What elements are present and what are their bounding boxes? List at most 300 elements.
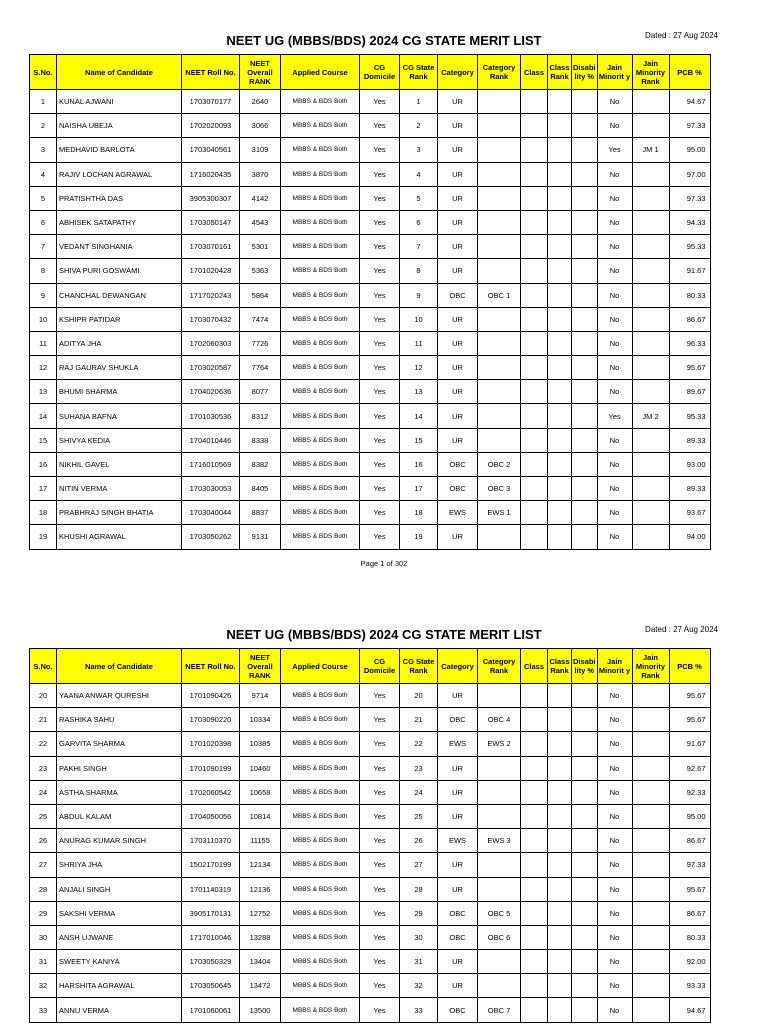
cell-overall-rank: 3066 xyxy=(240,114,281,138)
cell-candidate-name: NITIN VERMA xyxy=(57,477,182,501)
cell-class xyxy=(521,780,548,804)
table-row xyxy=(30,853,711,877)
cell-disability xyxy=(572,404,598,428)
cell-jain-minority-rank xyxy=(632,477,669,501)
cell-sno: 20 xyxy=(30,684,57,708)
table-body xyxy=(30,684,711,1023)
cell-cg-domicile: Yes xyxy=(360,162,400,186)
header-candidate-name: Name of Candidate xyxy=(57,55,182,90)
cell-jain-minority: No xyxy=(597,804,632,828)
header-sno: S.No. xyxy=(30,649,57,684)
cell-state-rank: 26 xyxy=(400,829,438,853)
cell-jain-minority: Yes xyxy=(597,404,632,428)
cell-category: UR xyxy=(438,210,478,234)
cell-class-rank xyxy=(548,684,572,708)
cell-category-rank: OBC 1 xyxy=(478,283,521,307)
cell-overall-rank: 5301 xyxy=(240,235,281,259)
cell-sno: 21 xyxy=(30,708,57,732)
cell-state-rank: 27 xyxy=(400,853,438,877)
cell-jain-minority-rank xyxy=(632,708,669,732)
cell-category: OBC xyxy=(438,901,478,925)
cell-cg-domicile: Yes xyxy=(360,804,400,828)
cell-disability xyxy=(572,283,598,307)
cell-category-rank xyxy=(478,186,521,210)
cell-category: UR xyxy=(438,162,478,186)
cell-candidate-name: ANURAG KUMAR SINGH xyxy=(57,829,182,853)
cell-pcb-percent: 91.67 xyxy=(669,732,710,756)
cell-roll-no: 1716020435 xyxy=(182,162,240,186)
cell-pcb-percent: 95.33 xyxy=(669,235,710,259)
table-row xyxy=(30,501,711,525)
cell-category-rank: OBC 6 xyxy=(478,925,521,949)
cell-candidate-name: ASTHA SHARMA xyxy=(57,780,182,804)
cell-cg-domicile: Yes xyxy=(360,684,400,708)
cell-category-rank xyxy=(478,259,521,283)
cell-cg-domicile: Yes xyxy=(360,853,400,877)
cell-candidate-name: KSHIPR PATIDAR xyxy=(57,307,182,331)
cell-candidate-name: KHUSHI AGRAWAL xyxy=(57,525,182,549)
cell-disability xyxy=(572,804,598,828)
dated-label: Dated : 27 Aug 2024 xyxy=(645,625,718,634)
cell-cg-domicile: Yes xyxy=(360,901,400,925)
cell-category-rank xyxy=(478,235,521,259)
cell-roll-no: 1703050645 xyxy=(182,974,240,998)
cell-candidate-name: ABDUL KALAM xyxy=(57,804,182,828)
cell-jain-minority: No xyxy=(597,756,632,780)
cell-state-rank: 1 xyxy=(400,90,438,114)
cell-pcb-percent: 97.33 xyxy=(669,114,710,138)
cell-class xyxy=(521,235,548,259)
cell-disability xyxy=(572,90,598,114)
cell-applied-course: MBBS & BDS Both xyxy=(281,974,360,998)
cell-class-rank xyxy=(548,259,572,283)
cell-roll-no: 1701060061 xyxy=(182,998,240,1022)
cell-jain-minority: No xyxy=(597,950,632,974)
cell-jain-minority-rank xyxy=(632,428,669,452)
cell-candidate-name: SHIVYA KEDIA xyxy=(57,428,182,452)
cell-roll-no: 1703040561 xyxy=(182,138,240,162)
header-pcb-percent: PCB % xyxy=(669,649,710,684)
cell-jain-minority: No xyxy=(597,501,632,525)
cell-roll-no: 3905300307 xyxy=(182,186,240,210)
cell-jain-minority: No xyxy=(597,235,632,259)
cell-class xyxy=(521,114,548,138)
cell-state-rank: 13 xyxy=(400,380,438,404)
cell-disability xyxy=(572,452,598,476)
cell-applied-course: MBBS & BDS Both xyxy=(281,804,360,828)
cell-disability xyxy=(572,950,598,974)
cell-jain-minority-rank xyxy=(632,283,669,307)
cell-disability xyxy=(572,162,598,186)
cell-class-rank xyxy=(548,452,572,476)
table-row xyxy=(30,974,711,998)
cell-category: OBC xyxy=(438,452,478,476)
table-row xyxy=(30,525,711,549)
cell-class-rank xyxy=(548,428,572,452)
table-row xyxy=(30,356,711,380)
cell-applied-course: MBBS & BDS Both xyxy=(281,210,360,234)
cell-roll-no: 1702060542 xyxy=(182,780,240,804)
cell-jain-minority-rank: JM 2 xyxy=(632,404,669,428)
cell-jain-minority: Yes xyxy=(597,138,632,162)
cell-pcb-percent: 89.67 xyxy=(669,380,710,404)
cell-sno: 17 xyxy=(30,477,57,501)
cell-sno: 9 xyxy=(30,283,57,307)
cell-roll-no: 1703020587 xyxy=(182,356,240,380)
cell-category: OBC xyxy=(438,477,478,501)
table-row xyxy=(30,90,711,114)
cell-state-rank: 20 xyxy=(400,684,438,708)
cell-jain-minority-rank xyxy=(632,501,669,525)
cell-overall-rank: 8077 xyxy=(240,380,281,404)
table-row xyxy=(30,877,711,901)
cell-applied-course: MBBS & BDS Both xyxy=(281,138,360,162)
cell-disability xyxy=(572,998,598,1022)
cell-category: OBC xyxy=(438,998,478,1022)
cell-jain-minority: No xyxy=(597,974,632,998)
cell-jain-minority: No xyxy=(597,210,632,234)
cell-class xyxy=(521,452,548,476)
cell-category-rank xyxy=(478,307,521,331)
cell-cg-domicile: Yes xyxy=(360,877,400,901)
cell-cg-domicile: Yes xyxy=(360,477,400,501)
cell-pcb-percent: 92.67 xyxy=(669,756,710,780)
cell-cg-domicile: Yes xyxy=(360,404,400,428)
cell-pcb-percent: 86.67 xyxy=(669,307,710,331)
cell-pcb-percent: 97.00 xyxy=(669,162,710,186)
cell-class-rank xyxy=(548,732,572,756)
cell-jain-minority: No xyxy=(597,162,632,186)
cell-applied-course: MBBS & BDS Both xyxy=(281,780,360,804)
header-jain-minority: Jain Minorit y xyxy=(597,55,632,90)
cell-class xyxy=(521,501,548,525)
cell-class xyxy=(521,804,548,828)
cell-applied-course: MBBS & BDS Both xyxy=(281,829,360,853)
cell-jain-minority: No xyxy=(597,90,632,114)
cell-jain-minority: No xyxy=(597,684,632,708)
cell-jain-minority-rank xyxy=(632,804,669,828)
cell-category-rank xyxy=(478,90,521,114)
cell-disability xyxy=(572,356,598,380)
cell-category: UR xyxy=(438,331,478,355)
cell-roll-no: 1703070432 xyxy=(182,307,240,331)
cell-pcb-percent: 95.00 xyxy=(669,804,710,828)
cell-class-rank xyxy=(548,307,572,331)
cell-class xyxy=(521,428,548,452)
cell-roll-no: 1502170199 xyxy=(182,853,240,877)
cell-class-rank xyxy=(548,501,572,525)
cell-state-rank: 3 xyxy=(400,138,438,162)
cell-pcb-percent: 93.33 xyxy=(669,974,710,998)
cell-class xyxy=(521,950,548,974)
cell-cg-domicile: Yes xyxy=(360,186,400,210)
merit-table xyxy=(29,648,711,1023)
cell-sno: 18 xyxy=(30,501,57,525)
cell-roll-no: 1717020243 xyxy=(182,283,240,307)
cell-category-rank: OBC 4 xyxy=(478,708,521,732)
cell-pcb-percent: 92.00 xyxy=(669,950,710,974)
header-pcb-percent: PCB % xyxy=(669,55,710,90)
cell-overall-rank: 12136 xyxy=(240,877,281,901)
cell-disability xyxy=(572,331,598,355)
cell-sno: 26 xyxy=(30,829,57,853)
cell-candidate-name: SHRIYA JHA xyxy=(57,853,182,877)
cell-category-rank xyxy=(478,138,521,162)
table-row xyxy=(30,998,711,1022)
cell-state-rank: 17 xyxy=(400,477,438,501)
cell-category: UR xyxy=(438,950,478,974)
cell-disability xyxy=(572,259,598,283)
table-row xyxy=(30,114,711,138)
cell-pcb-percent: 86.67 xyxy=(669,901,710,925)
cell-category-rank: EWS 3 xyxy=(478,829,521,853)
cell-state-rank: 14 xyxy=(400,404,438,428)
table-row xyxy=(30,708,711,732)
cell-category: UR xyxy=(438,235,478,259)
cell-class-rank xyxy=(548,853,572,877)
cell-overall-rank: 10334 xyxy=(240,708,281,732)
cell-state-rank: 15 xyxy=(400,428,438,452)
cell-category: OBC xyxy=(438,708,478,732)
cell-category-rank xyxy=(478,684,521,708)
cell-jain-minority-rank xyxy=(632,925,669,949)
cell-disability xyxy=(572,138,598,162)
cell-jain-minority-rank xyxy=(632,525,669,549)
cell-disability xyxy=(572,501,598,525)
cell-cg-domicile: Yes xyxy=(360,925,400,949)
header-class-rank: Class Rank xyxy=(548,649,572,684)
cell-candidate-name: SHIVA PURI GOSWAMI xyxy=(57,259,182,283)
table-row xyxy=(30,829,711,853)
cell-applied-course: MBBS & BDS Both xyxy=(281,307,360,331)
header-cg-domicile: CG Domicile xyxy=(360,55,400,90)
cell-overall-rank: 13404 xyxy=(240,950,281,974)
cell-candidate-name: ANNU VERMA xyxy=(57,998,182,1022)
cell-category: UR xyxy=(438,804,478,828)
cell-class xyxy=(521,90,548,114)
header-roll-no: NEET Roll No. xyxy=(182,649,240,684)
cell-sno: 7 xyxy=(30,235,57,259)
cell-state-rank: 23 xyxy=(400,756,438,780)
header-category-rank: Category Rank xyxy=(478,649,521,684)
cell-pcb-percent: 95.67 xyxy=(669,708,710,732)
header-applied-course: Applied Course xyxy=(281,55,360,90)
cell-candidate-name: MEDHAVID BARLOTA xyxy=(57,138,182,162)
cell-category: UR xyxy=(438,114,478,138)
table-row xyxy=(30,732,711,756)
cell-roll-no: 1702060303 xyxy=(182,331,240,355)
cell-cg-domicile: Yes xyxy=(360,114,400,138)
table-row xyxy=(30,901,711,925)
table-row xyxy=(30,331,711,355)
cell-class xyxy=(521,356,548,380)
table-header-row xyxy=(30,55,711,90)
cell-overall-rank: 12134 xyxy=(240,853,281,877)
cell-category: EWS xyxy=(438,829,478,853)
cell-cg-domicile: Yes xyxy=(360,235,400,259)
cell-overall-rank: 11155 xyxy=(240,829,281,853)
cell-class-rank xyxy=(548,331,572,355)
cell-applied-course: MBBS & BDS Both xyxy=(281,404,360,428)
cell-candidate-name: NIKHIL GAVEL xyxy=(57,452,182,476)
cell-jain-minority-rank xyxy=(632,210,669,234)
cell-pcb-percent: 94.67 xyxy=(669,998,710,1022)
cell-overall-rank: 10460 xyxy=(240,756,281,780)
cell-overall-rank: 10814 xyxy=(240,804,281,828)
cell-candidate-name: BHUMI SHARMA xyxy=(57,380,182,404)
cell-applied-course: MBBS & BDS Both xyxy=(281,684,360,708)
cell-cg-domicile: Yes xyxy=(360,525,400,549)
cell-jain-minority: No xyxy=(597,525,632,549)
cell-jain-minority-rank xyxy=(632,829,669,853)
cell-pcb-percent: 80.33 xyxy=(669,925,710,949)
cell-jain-minority: No xyxy=(597,356,632,380)
cell-class xyxy=(521,477,548,501)
cell-jain-minority-rank xyxy=(632,259,669,283)
cell-class xyxy=(521,756,548,780)
cell-category-rank xyxy=(478,114,521,138)
table-row xyxy=(30,428,711,452)
cell-jain-minority: No xyxy=(597,331,632,355)
cell-roll-no: 1704020636 xyxy=(182,380,240,404)
cell-candidate-name: PRABHRAJ SINGH BHATIA xyxy=(57,501,182,525)
cell-candidate-name: RASHIKA SAHU xyxy=(57,708,182,732)
cell-cg-domicile: Yes xyxy=(360,950,400,974)
cell-state-rank: 24 xyxy=(400,780,438,804)
cell-jain-minority-rank xyxy=(632,950,669,974)
header-applied-course: Applied Course xyxy=(281,649,360,684)
cell-pcb-percent: 91.67 xyxy=(669,259,710,283)
cell-overall-rank: 5864 xyxy=(240,283,281,307)
header-roll-no: NEET Roll No. xyxy=(182,55,240,90)
cell-applied-course: MBBS & BDS Both xyxy=(281,877,360,901)
cell-pcb-percent: 94.33 xyxy=(669,210,710,234)
cell-candidate-name: ABHISEK SATAPATHY xyxy=(57,210,182,234)
cell-jain-minority: No xyxy=(597,925,632,949)
cell-pcb-percent: 94.00 xyxy=(669,525,710,549)
cell-jain-minority-rank xyxy=(632,90,669,114)
cell-category: UR xyxy=(438,853,478,877)
cell-category: OBC xyxy=(438,925,478,949)
cell-class xyxy=(521,186,548,210)
cell-disability xyxy=(572,235,598,259)
cell-applied-course: MBBS & BDS Both xyxy=(281,950,360,974)
cell-applied-course: MBBS & BDS Both xyxy=(281,186,360,210)
cell-sno: 27 xyxy=(30,853,57,877)
cell-pcb-percent: 96.33 xyxy=(669,331,710,355)
cell-jain-minority-rank xyxy=(632,853,669,877)
cell-state-rank: 33 xyxy=(400,998,438,1022)
cell-state-rank: 31 xyxy=(400,950,438,974)
table-header-row xyxy=(30,649,711,684)
cell-candidate-name: VEDANT SINGHANIA xyxy=(57,235,182,259)
cell-class xyxy=(521,877,548,901)
cell-class-rank xyxy=(548,525,572,549)
cell-disability xyxy=(572,756,598,780)
cell-class-rank xyxy=(548,186,572,210)
cell-jain-minority-rank xyxy=(632,998,669,1022)
cell-applied-course: MBBS & BDS Both xyxy=(281,380,360,404)
cell-class-rank xyxy=(548,210,572,234)
cell-class xyxy=(521,925,548,949)
cell-candidate-name: RAJ GAURAV SHUKLA xyxy=(57,356,182,380)
cell-overall-rank: 8837 xyxy=(240,501,281,525)
cell-state-rank: 29 xyxy=(400,901,438,925)
cell-category-rank xyxy=(478,331,521,355)
table-row xyxy=(30,404,711,428)
cell-jain-minority-rank xyxy=(632,114,669,138)
cell-sno: 33 xyxy=(30,998,57,1022)
table-row xyxy=(30,756,711,780)
header-state-rank: CG State Rank xyxy=(400,649,438,684)
cell-class xyxy=(521,259,548,283)
cell-category-rank: EWS 1 xyxy=(478,501,521,525)
cell-pcb-percent: 92.33 xyxy=(669,780,710,804)
cell-overall-rank: 7474 xyxy=(240,307,281,331)
cell-roll-no: 3905170131 xyxy=(182,901,240,925)
cell-class-rank xyxy=(548,404,572,428)
cell-cg-domicile: Yes xyxy=(360,829,400,853)
cell-category-rank xyxy=(478,380,521,404)
cell-overall-rank: 9131 xyxy=(240,525,281,549)
cell-category: UR xyxy=(438,138,478,162)
cell-pcb-percent: 93.00 xyxy=(669,452,710,476)
cell-category: UR xyxy=(438,756,478,780)
cell-jain-minority: No xyxy=(597,380,632,404)
cell-cg-domicile: Yes xyxy=(360,331,400,355)
header-disability: Disabi lity % xyxy=(572,649,598,684)
cell-disability xyxy=(572,925,598,949)
cell-class xyxy=(521,162,548,186)
cell-applied-course: MBBS & BDS Both xyxy=(281,501,360,525)
cell-category: UR xyxy=(438,307,478,331)
cell-class xyxy=(521,380,548,404)
cell-cg-domicile: Yes xyxy=(360,428,400,452)
cell-disability xyxy=(572,829,598,853)
cell-roll-no: 1701090426 xyxy=(182,684,240,708)
cell-candidate-name: HARSHITA AGRAWAL xyxy=(57,974,182,998)
cell-category: UR xyxy=(438,428,478,452)
cell-category: UR xyxy=(438,259,478,283)
cell-class xyxy=(521,331,548,355)
cell-state-rank: 32 xyxy=(400,974,438,998)
cell-applied-course: MBBS & BDS Both xyxy=(281,708,360,732)
cell-pcb-percent: 93.67 xyxy=(669,501,710,525)
cell-jain-minority: No xyxy=(597,901,632,925)
cell-category-rank: OBC 3 xyxy=(478,477,521,501)
table-row xyxy=(30,307,711,331)
table-row xyxy=(30,259,711,283)
cell-candidate-name: SAKSHI VERMA xyxy=(57,901,182,925)
cell-overall-rank: 13500 xyxy=(240,998,281,1022)
cell-applied-course: MBBS & BDS Both xyxy=(281,235,360,259)
cell-category-rank xyxy=(478,525,521,549)
cell-applied-course: MBBS & BDS Both xyxy=(281,428,360,452)
cell-pcb-percent: 89.33 xyxy=(669,428,710,452)
cell-sno: 15 xyxy=(30,428,57,452)
cell-overall-rank: 4142 xyxy=(240,186,281,210)
cell-jain-minority: No xyxy=(597,732,632,756)
cell-class xyxy=(521,684,548,708)
cell-roll-no: 1704050056 xyxy=(182,804,240,828)
cell-disability xyxy=(572,684,598,708)
cell-sno: 16 xyxy=(30,452,57,476)
cell-category: UR xyxy=(438,90,478,114)
cell-candidate-name: YAANA ANWAR QURESHI xyxy=(57,684,182,708)
cell-class-rank xyxy=(548,950,572,974)
cell-class-rank xyxy=(548,235,572,259)
cell-candidate-name: SUHANA BAFNA xyxy=(57,404,182,428)
